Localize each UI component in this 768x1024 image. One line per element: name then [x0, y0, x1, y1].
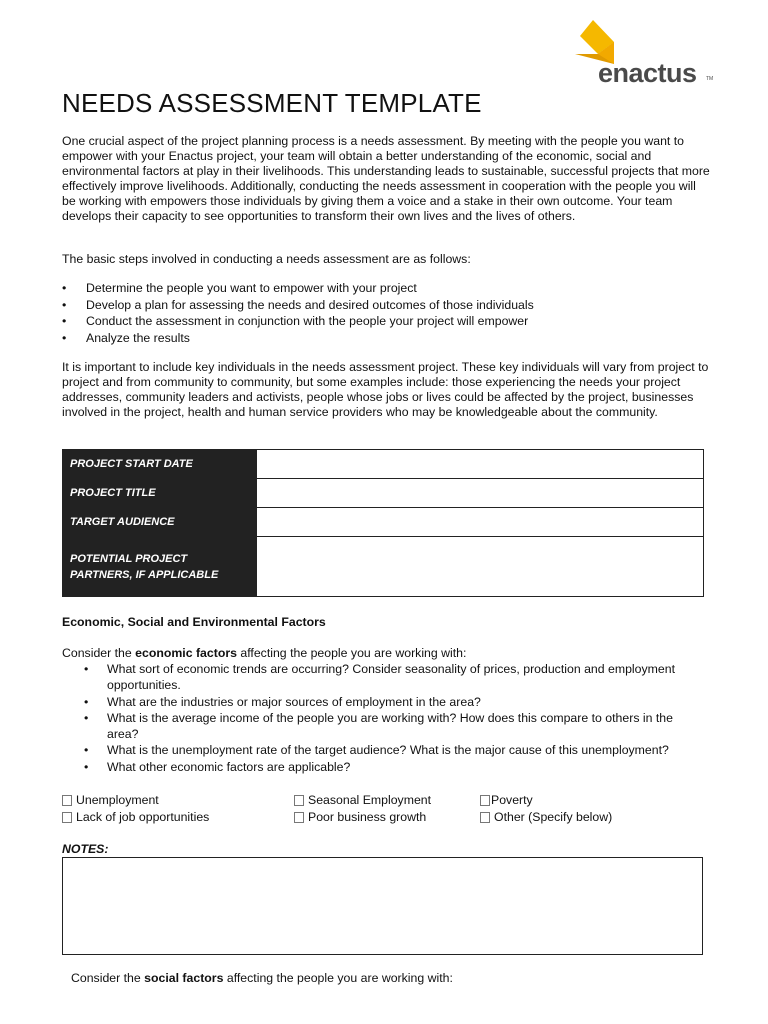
key-individuals-paragraph: It is important to include key individuals in the needs assessment project. These key individuals will vary from project to project and from community to community, but some examples include: those experiencing the needs your project addresses, community leaders and activists, people whose jobs or lives could be affected by the project, businesses involved in the project, health and human service providers who may be knowledgeable about the community.	[62, 360, 709, 419]
checkbox-icon[interactable]	[294, 812, 304, 823]
checkbox-icon[interactable]	[294, 795, 304, 806]
partners-label-line-1: POTENTIAL PROJECT	[70, 552, 188, 565]
checkbox-label: Lack of job opportunities	[76, 810, 210, 824]
list-item: • What is the average income of the people you are working with? How does this compare to others in the area?	[84, 710, 704, 743]
list-item: • What is the unemployment rate of the target audience? What is the major cause of this unemployment?	[84, 742, 704, 758]
checkbox-other[interactable]	[480, 810, 612, 824]
notes-label: NOTES:	[62, 842, 109, 856]
checkbox-icon[interactable]	[62, 795, 72, 806]
start-date-label: PROJECT START DATE	[63, 450, 257, 479]
steps-list	[62, 280, 712, 346]
checkbox-label: Poor business growth	[308, 810, 427, 824]
table-row	[63, 450, 704, 479]
partners-label-line-2: PARTNERS, IF APPLICABLE	[70, 568, 219, 581]
social-intro-bold: social factors	[144, 971, 224, 985]
checkbox-icon[interactable]	[480, 795, 490, 806]
partners-field[interactable]	[257, 537, 704, 597]
checkbox-poverty[interactable]	[480, 793, 533, 807]
steps-intro: The basic steps involved in conducting a needs assessment are as follows:	[62, 252, 471, 266]
start-date-field[interactable]	[257, 450, 704, 479]
project-info-table	[62, 449, 704, 597]
checkbox-lack-of-job-opportunities[interactable]	[62, 810, 209, 824]
factors-heading: Economic, Social and Environmental Factors	[62, 615, 326, 629]
logo-trademark: TM	[706, 76, 714, 82]
checkbox-label: Poverty	[491, 793, 533, 807]
table-row	[63, 479, 704, 508]
economic-intro-bold: economic factors	[135, 646, 237, 660]
target-audience-field[interactable]	[257, 508, 704, 537]
target-audience-label: TARGET AUDIENCE	[63, 508, 257, 537]
list-item: • What are the industries or major sources of employment in the area?	[84, 694, 704, 710]
page-title: NEEDS ASSESSMENT TEMPLATE	[62, 88, 482, 118]
checkbox-seasonal-employment[interactable]	[294, 793, 431, 807]
list-item: • Develop a plan for assessing the needs and desired outcomes of those individuals	[62, 297, 712, 314]
intro-paragraph: One crucial aspect of the project planning process is a needs assessment. By meeting with the people you want to empower with your Enactus project, your team will obtain a better understanding of the economic, social and environmental factors at play in their livelihoods. This understanding leads to sustainable, successful projects that more effectively improve livelihoods. Additionally, conducting the needs assessment in cooperation with the people you will be working with empowers those individuals by giving them a voice and a stake in their own outcome. Your team develops their capacity to see opportunities to transform their own lives and the lives of others.	[62, 134, 710, 223]
checkbox-label: Other (Specify below)	[494, 810, 613, 824]
checkbox-label: Unemployment	[76, 793, 159, 807]
table-row	[63, 537, 704, 597]
economic-intro-prefix: Consider the	[62, 646, 136, 660]
economic-questions-list	[84, 661, 704, 775]
list-item: • Analyze the results	[62, 330, 712, 347]
list-item: • Conduct the assessment in conjunction with the people your project will empower	[62, 313, 712, 330]
checkbox-icon[interactable]	[480, 812, 490, 823]
social-intro-prefix: Consider the	[71, 971, 145, 985]
partners-label	[63, 537, 257, 597]
list-item: • What sort of economic trends are occurring? Consider seasonality of prices, production and employment opportunities.	[84, 661, 704, 694]
list-item: • What other economic factors are applicable?	[84, 759, 704, 775]
project-title-field[interactable]	[257, 479, 704, 508]
checkbox-label: Seasonal Employment	[308, 793, 432, 807]
checkbox-icon[interactable]	[62, 812, 72, 823]
social-intro-suffix: affecting the people you are working with:	[223, 971, 453, 985]
checkbox-unemployment[interactable]	[62, 793, 159, 807]
economic-intro	[62, 646, 466, 660]
social-intro	[71, 971, 453, 985]
table-row	[63, 508, 704, 537]
economic-intro-suffix: affecting the people you are working with:	[236, 646, 467, 660]
project-title-label: PROJECT TITLE	[63, 479, 257, 508]
notes-field[interactable]	[62, 857, 703, 955]
logo-wordmark: enactus	[598, 58, 697, 88]
list-item: • Determine the people you want to empower with your project	[62, 280, 712, 297]
checkbox-poor-business-growth[interactable]	[294, 810, 426, 824]
